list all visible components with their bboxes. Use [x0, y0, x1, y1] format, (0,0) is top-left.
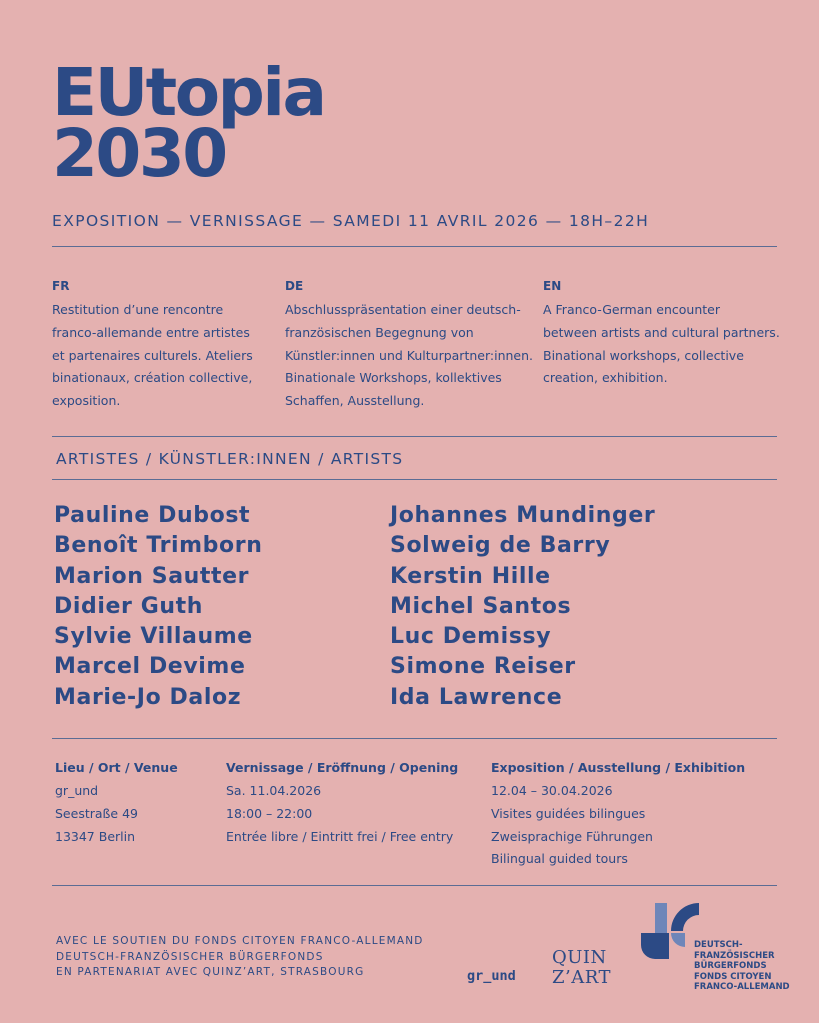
info-heading: Exposition / Ausstellung / Exhibition — [491, 760, 746, 775]
text-line: franco-allemande entre artistes — [52, 324, 250, 340]
sponsor-text — [56, 934, 424, 981]
logo-line: FRANCO-ALLEMAND — [694, 982, 790, 992]
lang-block-en — [543, 279, 793, 390]
artist-name: Sylvie Villaume — [54, 624, 253, 650]
sponsor-line: AVEC LE SOUTIEN DU FONDS CITOYEN FRANCO-ALLEMAND — [56, 935, 424, 947]
artist-name: Marion Sautter — [54, 563, 250, 589]
title-line-2: 2030 — [52, 115, 226, 192]
text-line: creation, exhibition. — [543, 370, 668, 386]
artist-name: Didier Guth — [54, 593, 204, 619]
divider — [52, 738, 777, 739]
text-line: Abschlusspräsentation einer deutsch- — [285, 302, 521, 317]
buergerfonds-logo-text — [694, 940, 790, 993]
info-line: Bilingual guided tours — [491, 851, 628, 867]
text-line: et partenaires culturels. Ateliers — [52, 347, 253, 363]
divider — [52, 436, 777, 437]
info-heading: Lieu / Ort / Venue — [55, 760, 178, 775]
lang-block-fr — [52, 279, 277, 413]
artists-column-left — [54, 501, 262, 713]
lang-code: FR — [52, 279, 70, 293]
artist-name: Simone Reiser — [390, 654, 576, 680]
artist-name: Michel Santos — [390, 593, 572, 619]
artist-name: Luc Demissy — [390, 624, 552, 650]
lang-code: DE — [285, 279, 304, 293]
divider — [52, 246, 777, 247]
info-line: Entrée libre / Eintritt frei / Free entry — [226, 828, 454, 844]
artist-name: Johannes Mundinger — [390, 503, 656, 528]
text-line: exposition. — [52, 393, 121, 409]
divider — [52, 885, 777, 886]
quinzart-logo — [552, 948, 611, 988]
artist-name: Marie-Jo Daloz — [54, 684, 242, 710]
artist-name: Kerstin Hille — [390, 563, 551, 589]
logo-line: DEUTSCH- — [694, 940, 743, 950]
artist-name: Pauline Dubost — [54, 503, 251, 528]
info-line: 18:00 – 22:00 — [226, 805, 313, 821]
sponsor-line: EN PARTENARIAT AVEC QUINZ’ART, STRASBOURG — [56, 966, 365, 978]
info-opening — [226, 760, 458, 848]
lang-block-de — [285, 279, 535, 413]
logo-line: FONDS CITOYEN — [694, 971, 772, 982]
artist-name: Ida Lawrence — [390, 684, 563, 710]
info-line: 13347 Berlin — [55, 828, 136, 844]
info-line: gr_und — [55, 783, 99, 798]
info-exhibition — [491, 760, 745, 871]
logo-line: QUIN — [552, 947, 607, 968]
info-heading: Vernissage / Eröffnung / Opening — [226, 760, 459, 775]
info-line: Zweisprachige Führungen — [491, 828, 653, 844]
info-line: 12.04 – 30.04.2026 — [491, 783, 613, 798]
info-line: Seestraße 49 — [55, 805, 138, 821]
artist-name: Benoît Trimborn — [54, 533, 263, 559]
info-line: Visites guidées bilingues — [491, 805, 646, 821]
lang-text — [543, 299, 793, 390]
divider — [52, 479, 777, 480]
artist-name: Solweig de Barry — [390, 533, 611, 559]
artists-heading: ARTISTES / KÜNSTLER:INNEN / ARTISTS — [56, 450, 404, 468]
buergerfonds-logo-icon — [641, 901, 699, 959]
text-line: Binational workshops, collective — [543, 347, 744, 363]
lang-text — [285, 299, 535, 413]
info-venue — [55, 760, 178, 848]
event-title — [52, 54, 325, 192]
text-line: binationaux, création collective, — [52, 370, 253, 386]
text-line: Binationale Workshops, kollektives — [285, 370, 502, 386]
event-subtitle: EXPOSITION — VERNISSAGE — SAMEDI 11 AVRIL 2026 — 18H–22H — [52, 212, 650, 230]
gr-und-logo: gr_und — [467, 968, 516, 984]
text-line: Künstler:innen und Kulturpartner:innen. — [285, 347, 533, 363]
text-line: between artists and cultural partners. — [543, 324, 780, 340]
logo-line: Z’ART — [552, 967, 611, 988]
text-line: Schaffen, Ausstellung. — [285, 393, 425, 409]
text-line: Restitution d’une rencontre — [52, 302, 224, 317]
artists-column-right — [390, 501, 655, 713]
logo-line: FRANZÖSISCHER — [694, 950, 775, 961]
info-line: Sa. 11.04.2026 — [226, 783, 322, 798]
lang-code: EN — [543, 279, 562, 293]
sponsor-line: DEUTSCH-FRANZÖSISCHER BÜRGERFONDS — [56, 950, 324, 963]
artist-name: Marcel Devime — [54, 654, 246, 680]
lang-text — [52, 299, 277, 413]
text-line: französischen Begegnung von — [285, 324, 474, 340]
title-line-1: EUtopia — [52, 54, 325, 131]
text-line: A Franco-German encounter — [543, 302, 720, 317]
logo-line: BÜRGERFONDS — [694, 961, 767, 971]
